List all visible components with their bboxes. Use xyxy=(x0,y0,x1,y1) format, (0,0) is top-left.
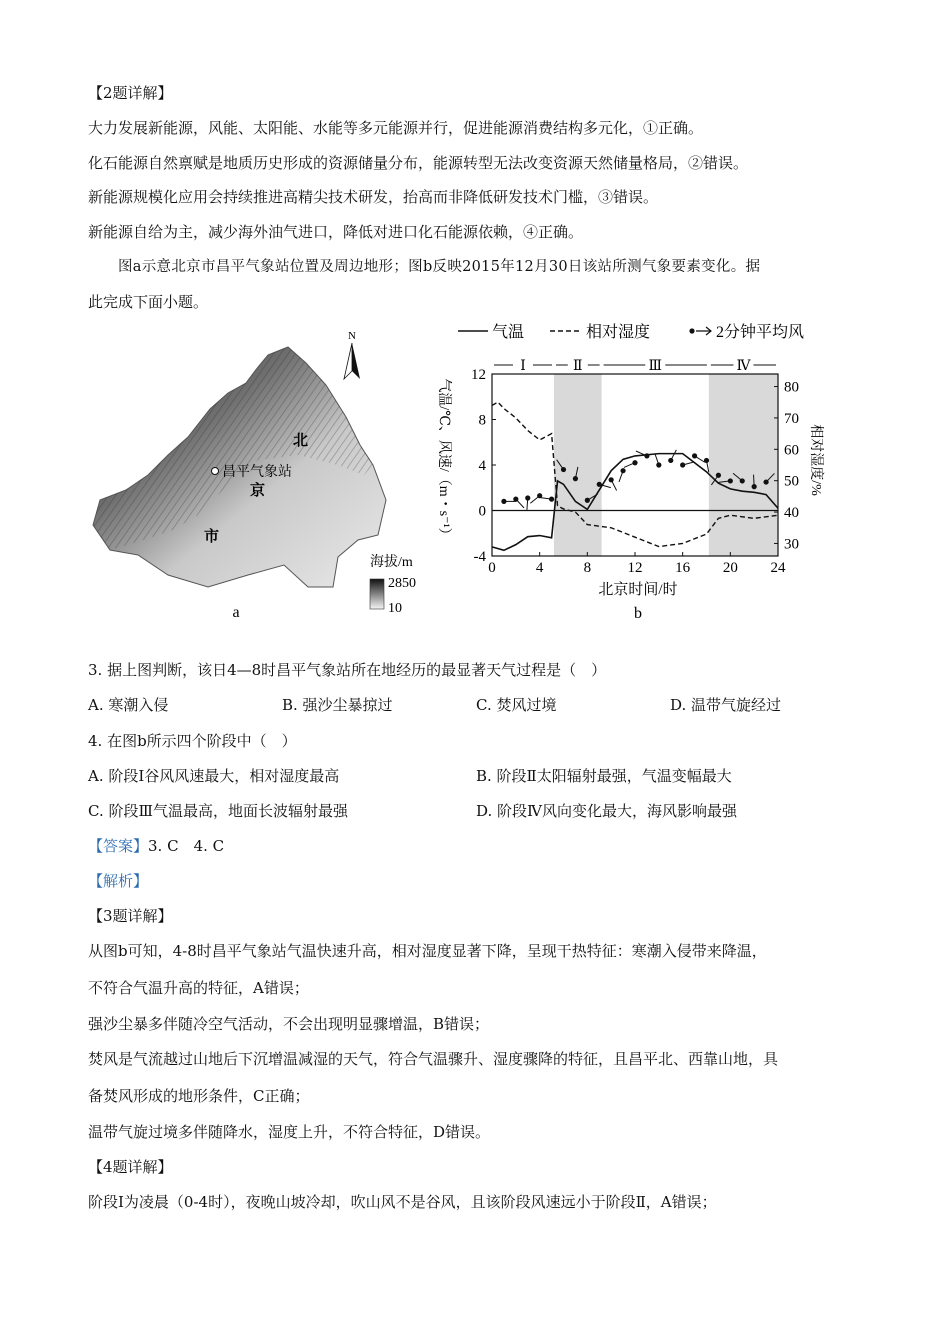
q4-option-d: D. 阶段Ⅳ风向变化最大，海风影响最强 xyxy=(476,802,738,820)
elevation-title: 海拔/m xyxy=(370,555,413,570)
answer-text: 3. C 4. C xyxy=(148,837,225,855)
y-left-tick-label: 8 xyxy=(478,412,486,429)
q2-line-4: 新能源自给为主，减少海外油气进口，降低对进口化石能源依赖，④正确。 xyxy=(88,223,584,241)
y-right-tick-label: 60 xyxy=(784,442,799,459)
wind-arrow xyxy=(516,499,524,508)
x-tick-label: 0 xyxy=(488,560,496,576)
map-label-bei: 北 xyxy=(293,433,309,449)
q2-line-1: 大力发展新能源，风能、太阳能、水能等多元能源并行，促进能源消费结构多元化，①正确。 xyxy=(88,119,704,137)
y-right-tick-label: 30 xyxy=(784,536,799,553)
q4-stem: 4. 在图b所示四个阶段中（ ） xyxy=(88,732,297,750)
chart-svg xyxy=(430,318,870,628)
q3-detail-line-3: 强沙尘暴多伴随冷空气活动，不会出现明显骤增温，B错误； xyxy=(88,1015,490,1033)
q3-option-a: A. 寒潮入侵 xyxy=(88,696,169,714)
q3-option-d: D. 温带气旋经过 xyxy=(670,696,782,714)
figure-b-chart xyxy=(430,318,870,628)
answer-line xyxy=(88,836,224,856)
q3-detail-line-4: 焚风是气流越过山地后下沉增温减湿的天气，符合气温骤升、湿度骤降的特征，且昌平北、西靠山地，具 xyxy=(88,1050,779,1068)
wind-arrow xyxy=(695,456,705,462)
wind-arrow xyxy=(754,475,755,487)
stage-label-4: Ⅳ xyxy=(736,359,751,374)
svg-text:N: N xyxy=(348,330,356,342)
figure-a-map xyxy=(88,325,438,625)
elevation-max: 2850 xyxy=(388,576,416,591)
map-label-shi: 市 xyxy=(204,529,220,545)
q4-option-b: B. 阶段Ⅱ太阳辐射最强，气温变幅最大 xyxy=(476,767,732,785)
q2-line-3: 新能源规模化应用会持续推进高精尖技术研发，抬高而非降低研发技术门槛，③错误。 xyxy=(88,188,659,206)
wind-arrow xyxy=(611,480,616,491)
y-left-label: 气温/℃、风速/（m・s⁻¹） xyxy=(436,378,451,542)
map-caption: a xyxy=(232,604,240,621)
wind-point xyxy=(656,462,661,467)
q2-header: 【2题详解】 xyxy=(88,84,173,102)
x-tick-label: 4 xyxy=(535,560,544,576)
y-right-label: 相对湿度/% xyxy=(808,424,823,496)
wind-arrow xyxy=(624,463,635,468)
y-right-tick-label: 80 xyxy=(784,379,799,396)
chart-caption: b xyxy=(634,605,642,622)
y-right-tick-label: 50 xyxy=(784,473,799,490)
legend-temperature: 气温 xyxy=(492,324,525,341)
map-label-jing: 京 xyxy=(250,483,266,499)
q4-detail-line: 阶段Ⅰ为凌晨（0-4时），夜晚山坡冷却，吹山风不是谷风，且该阶段风速远小于阶段Ⅱ，A错误； xyxy=(88,1193,717,1211)
wind-arrow xyxy=(530,496,539,504)
intro-line-1: 图a示意北京市昌平气象站位置及周边地形；图b反映2015年12月30日该站所测气象要素变化。据 xyxy=(118,259,761,275)
north-arrow xyxy=(344,330,360,379)
map-svg xyxy=(88,325,438,625)
elevation-scale xyxy=(370,579,384,609)
q3-detail-line-1: 从图b可知，4-8时昌平气象站气温快速升高，相对湿度显著下降，呈现干热特征：寒潮入侵带来降温， xyxy=(88,942,767,960)
q3-option-c: C. 焚风过境 xyxy=(476,696,557,714)
stage-shade-4 xyxy=(709,374,778,556)
intro-line-2: 此完成下面小题。 xyxy=(88,293,209,311)
x-axis-label: 北京时间/时 xyxy=(598,582,678,598)
x-tick-label: 12 xyxy=(627,560,643,576)
stage-shade-2 xyxy=(554,374,602,556)
x-tick-label: 24 xyxy=(770,560,786,576)
x-tick-label: 20 xyxy=(722,560,738,576)
q2-line-2: 化石能源自然禀赋是地质历史形成的资源储量分布，能源转型无法改变资源天然储量格局，②错误。 xyxy=(88,154,749,172)
chart-legend xyxy=(458,323,804,341)
station-marker xyxy=(212,468,219,475)
wind-point xyxy=(609,477,614,482)
station-label: 昌平气象站 xyxy=(222,465,292,480)
wind-arrow xyxy=(619,471,623,482)
q3-detail-line-6: 温带气旋过境多伴随降水，湿度上升，不符合特征，D错误。 xyxy=(88,1123,491,1141)
y-left-tick-label: 12 xyxy=(471,367,486,383)
legend-humidity: 相对湿度 xyxy=(586,324,651,341)
q4-option-a: A. 阶段Ⅰ谷风风速最大，相对湿度最高 xyxy=(88,767,340,785)
x-tick-label: 8 xyxy=(583,560,592,576)
stage-label-1: Ⅰ xyxy=(520,359,526,374)
legend-wind: 2分钟平均风 xyxy=(716,324,805,341)
y-right-tick-label: 40 xyxy=(784,505,799,522)
elevation-min: 10 xyxy=(388,601,402,616)
y-left-tick-label: -4 xyxy=(473,549,486,565)
x-tick-label: 16 xyxy=(675,560,691,576)
y-left-tick-label: 4 xyxy=(478,458,486,474)
analysis-label: 【解析】 xyxy=(88,872,149,890)
q3-detail-line-5: 备焚风形成的地形条件，C正确； xyxy=(88,1087,310,1105)
wind-arrow xyxy=(671,450,677,461)
wind-point xyxy=(620,468,625,473)
q3-stem: 3. 据上图判断，该日4—8时昌平气象站所在地经历的最显著天气过程是（ ） xyxy=(88,661,607,679)
q3-option-b: B. 强沙尘暴掠过 xyxy=(282,696,393,714)
stage-label-2: Ⅱ xyxy=(573,359,583,374)
q3-detail-line-2: 不符合气温升高的特征，A错误； xyxy=(88,979,309,997)
y-left-tick-label: 0 xyxy=(478,503,486,520)
q3-detail-header: 【3题详解】 xyxy=(88,907,173,925)
q4-option-c: C. 阶段Ⅲ气温最高，地面长波辐射最强 xyxy=(88,802,348,820)
y-right-tick-label: 70 xyxy=(784,410,799,427)
answer-label: 【答案】 xyxy=(88,837,149,855)
stage-label-3: Ⅲ xyxy=(648,359,663,374)
q4-detail-header: 【4题详解】 xyxy=(88,1158,173,1176)
